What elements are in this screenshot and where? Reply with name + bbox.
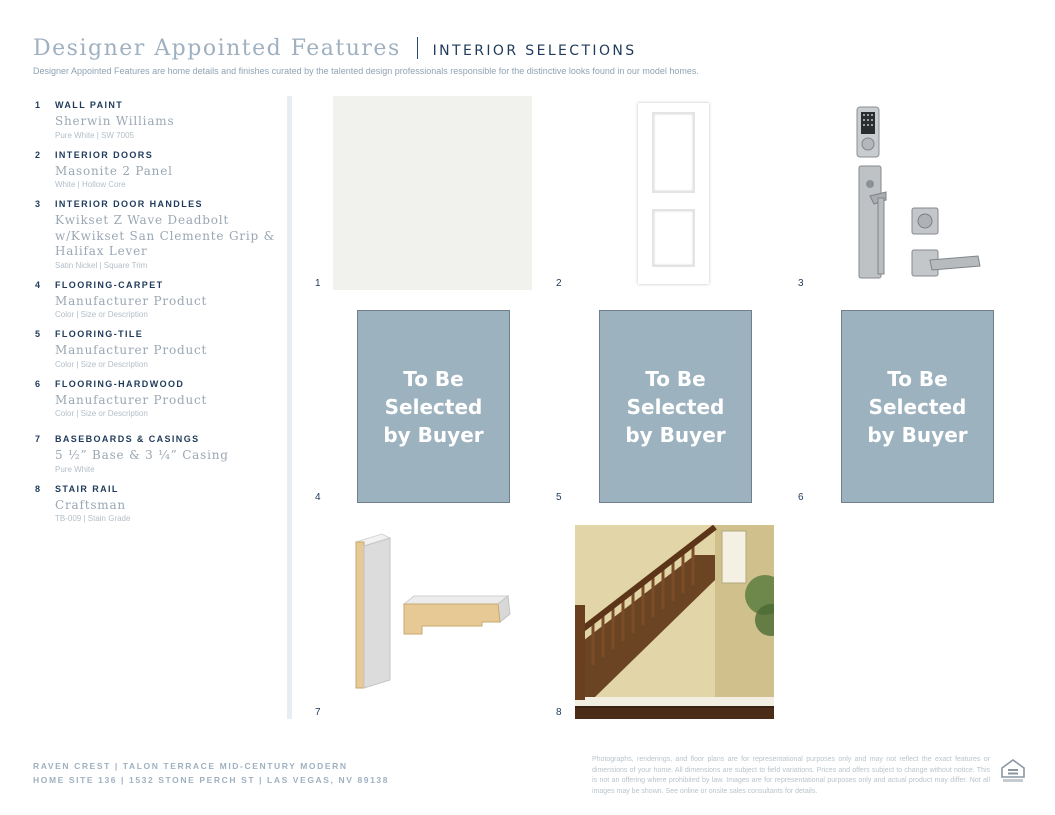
baseboard-casing-image [350, 530, 520, 695]
feature-number: 8 [35, 483, 41, 494]
tile-number-7: 7 [315, 707, 321, 718]
feature-detail: Pure White | SW 7005 [55, 130, 134, 140]
placeholder-line-1: To Be [887, 366, 948, 391]
placeholder-line-2: Selected [626, 394, 725, 419]
placeholder-flooring-carpet [357, 310, 510, 503]
feature-item-flooring-carpet [35, 280, 280, 320]
feature-detail: Satin Nickel | Square Trim [55, 260, 148, 270]
feature-number: 4 [35, 279, 41, 290]
title-divider [417, 37, 418, 59]
tile-number-8: 8 [556, 707, 562, 718]
feature-label: FLOORING-HARDWOOD [55, 378, 185, 389]
feature-label: WALL PAINT [55, 100, 124, 110]
feature-number: 5 [35, 329, 41, 339]
feature-product: Craftsman [55, 497, 126, 512]
door-handles-image [850, 104, 985, 284]
feature-item-stair-rail [35, 484, 280, 524]
placeholder-line-3: by Buyer [383, 422, 484, 447]
placeholder-flooring-tile [599, 310, 752, 503]
feature-detail: Color | Size or Description [55, 409, 148, 418]
page-title: Designer Appointed Features [33, 36, 401, 61]
feature-number: 3 [35, 199, 41, 209]
feature-label: FLOORING-TILE [55, 329, 144, 339]
feature-detail: White | Hollow Core [55, 180, 126, 189]
page-header [33, 36, 637, 61]
feature-item-interior-doors [35, 150, 280, 190]
placeholder-line-2: Selected [868, 394, 967, 419]
page-description: Designer Appointed Features are home details and finishes curated by the talented design professionals responsible for the distinctive looks found in our model homes. [33, 66, 699, 76]
feature-item-flooring-tile [35, 329, 280, 369]
feature-item-wall-paint [35, 100, 280, 140]
feature-product: Masonite 2 Panel [55, 163, 173, 178]
paint-swatch-image [333, 96, 532, 290]
interior-door-image [638, 103, 709, 284]
feature-product: 5 ½” Base & 3 ¼” Casing [55, 448, 229, 462]
feature-list [35, 100, 280, 523]
feature-label: INTERIOR DOOR HANDLES [55, 199, 203, 209]
feature-label: FLOORING-CARPET [55, 279, 164, 290]
placeholder-flooring-hardwood [841, 310, 994, 503]
feature-detail: Color | Size or Description [55, 359, 148, 369]
feature-item-door-handles [35, 199, 280, 270]
feature-product: Sherwin Williams [55, 114, 175, 128]
placeholder-line-3: by Buyer [625, 422, 726, 447]
equal-housing-logo [1000, 759, 1026, 783]
feature-product: Manufacturer Product [55, 293, 208, 308]
feature-number: 6 [35, 378, 41, 389]
vertical-divider [287, 96, 292, 719]
placeholder-line-1: To Be [403, 366, 464, 391]
feature-number: 2 [35, 149, 41, 160]
feature-item-baseboards [35, 434, 280, 474]
placeholder-line-1: To Be [645, 366, 706, 391]
feature-product: Manufacturer Product [55, 392, 208, 407]
feature-item-flooring-hardwood [35, 379, 280, 419]
stair-rail-image [575, 525, 774, 719]
feature-product: Manufacturer Product [55, 343, 208, 357]
home-address: HOME SITE 136 | 1532 STONE PERCH ST | LAS VEGAS, NV 89138 [33, 775, 390, 785]
placeholder-line-3: by Buyer [867, 422, 968, 447]
tile-number-6: 6 [798, 492, 804, 503]
tile-number-3: 3 [798, 278, 804, 289]
tile-number-4: 4 [315, 492, 321, 503]
tile-number-2: 2 [556, 278, 562, 289]
tile-number-5: 5 [556, 492, 562, 503]
feature-detail: Color | Size or Description [55, 310, 148, 319]
section-title: INTERIOR SELECTIONS [432, 43, 637, 59]
community-name: RAVEN CREST | TALON TERRACE MID-CENTURY MODERN [33, 761, 348, 771]
feature-label: INTERIOR DOORS [55, 149, 154, 160]
feature-product: Kwikset Z Wave Deadbolt w/Kwikset San Clemente Grip & Halifax Lever [55, 213, 276, 258]
legal-disclaimer: Photographs, renderings, and floor plans are for representational purposes only and may not reflect the exact features or dimensions of your home. All dimensions are subject to field variations. Prices and offers subject to change without notice. This is not an offering where prohibited by law. Images are for representational purposes only and actual product may differ. Not all images may be shown. See online or onsite sales consultants for details. [592, 756, 990, 795]
placeholder-line-2: Selected [384, 394, 483, 419]
feature-label: STAIR RAIL [55, 483, 119, 494]
feature-label: BASEBOARDS & CASINGS [55, 434, 200, 444]
feature-detail: Pure White [55, 464, 95, 474]
feature-number: 1 [35, 100, 41, 110]
feature-detail: TB-009 | Stain Grade [55, 514, 131, 523]
footer-address-block [33, 759, 389, 787]
feature-number: 7 [35, 434, 41, 444]
tile-number-1: 1 [315, 278, 321, 289]
